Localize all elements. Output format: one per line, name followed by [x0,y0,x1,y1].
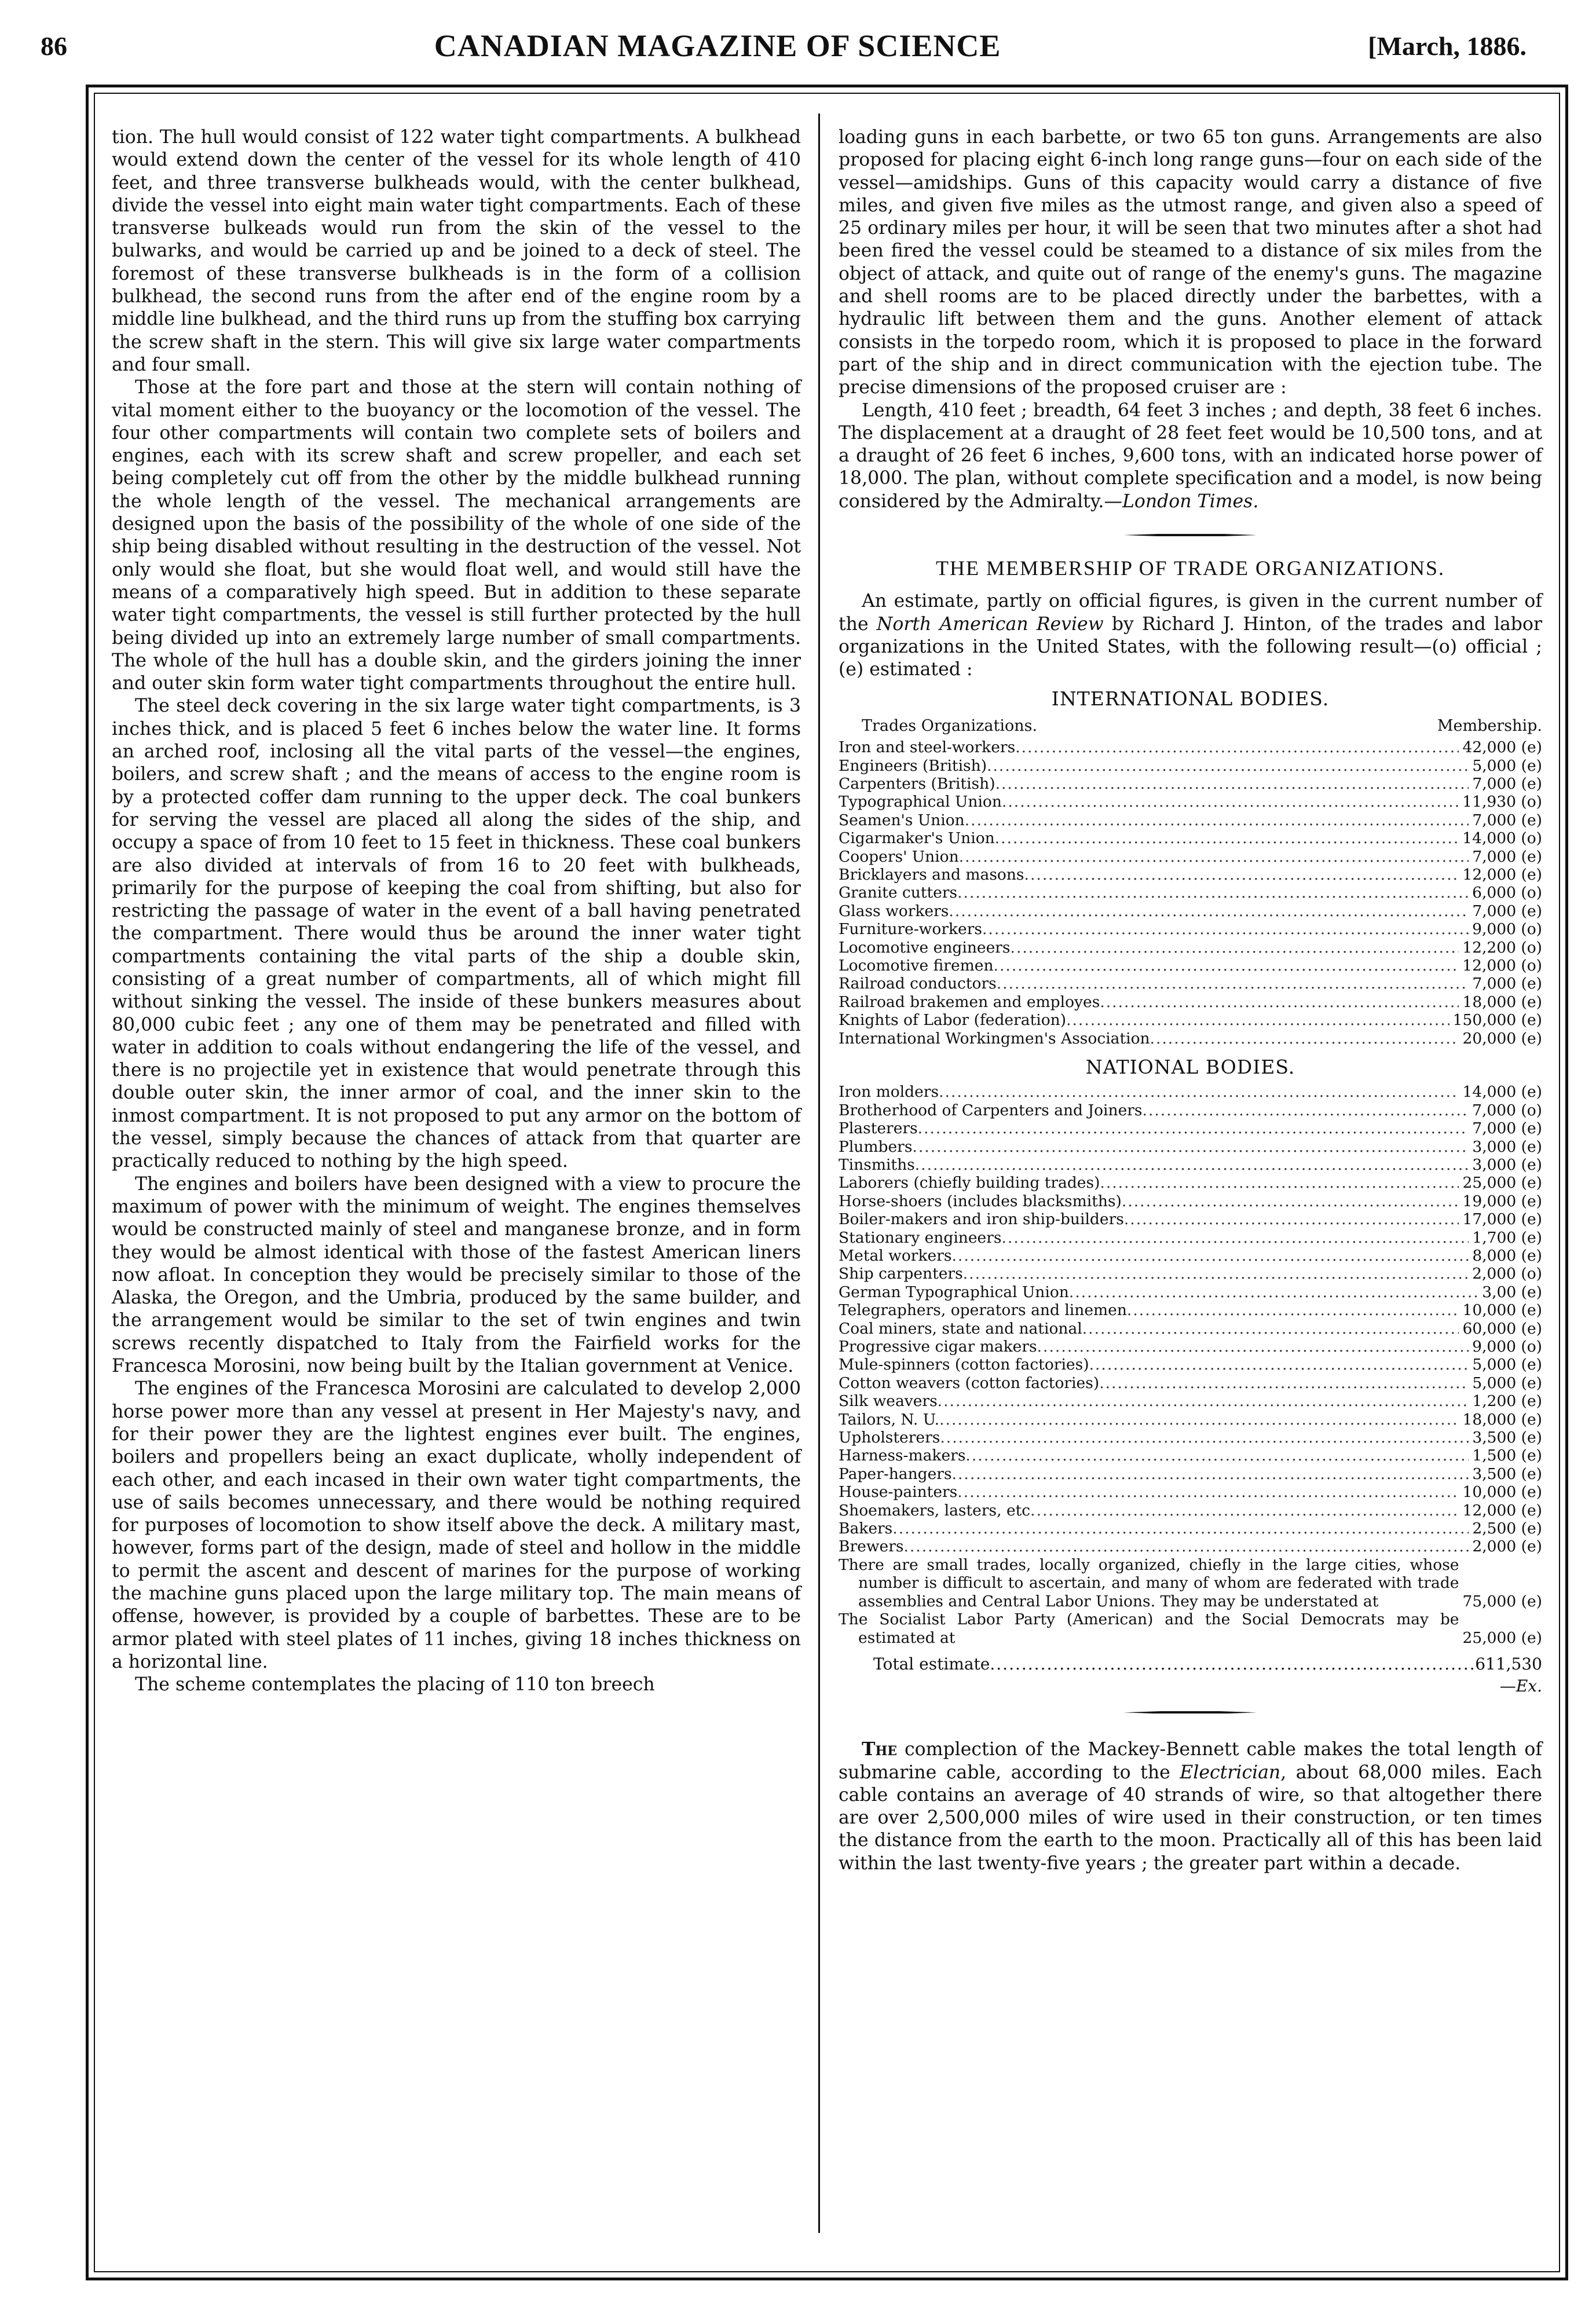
organization-name: Silk weavers [839,1392,938,1411]
membership-value: 17,000 (e) [1462,1210,1542,1229]
organization-name: Engineers (British) [839,756,987,775]
leader-dots [1089,1356,1469,1374]
table-row [839,1392,1542,1410]
leader-dots [940,1429,1469,1447]
table-row [839,884,1542,902]
organization-name: Glass workers [839,902,949,920]
note-small-trades [839,1556,1542,1610]
leader-dots [1024,866,1459,884]
table-row [839,1210,1542,1228]
paragraph: The scheme contemplates the placing of 110 ton breech [135,1674,655,1696]
membership-value: 12,000 (e) [1462,1501,1542,1520]
organization-name: Stationary engineers [839,1228,1002,1247]
membership-value: 18,000 (e) [1462,993,1542,1011]
table-row [839,1537,1542,1555]
table-row [839,957,1542,975]
table-row [839,1483,1542,1501]
leader-dots [915,1156,1469,1174]
right-column [839,126,1542,1875]
table-row [839,1156,1542,1174]
cable-italic: Electrician [1180,1762,1281,1783]
page-number: 86 [41,31,67,61]
organization-name: House-painters [839,1483,958,1502]
table-row [839,1247,1542,1265]
dimensions-text: Length, 410 feet ; breadth, 64 feet 3 inches ; and depth, 38 feet 6 inches. The displacement at a draught of 28 feet feet would be 10,500 tons, and at a draught of 26 feet 6 inches, 9,600 tons, with an indicated horse power of 18,000. The plan, without complete specification and a model, is now being considered by the Admiralty. [839,400,1542,512]
membership-value: 25,000 (e) [1462,1174,1542,1192]
leader-dots [918,1119,1469,1137]
membership-value: 7,000 (e) [1472,811,1542,829]
leader-dots [995,775,1469,793]
membership-value: 5,000 (e) [1472,1374,1542,1392]
membership-value: 7,000 (e) [1472,774,1542,793]
leader-dots [1100,993,1459,1011]
organization-name: Furniture-workers [839,920,982,939]
membership-value: 12,000 (e) [1462,865,1542,884]
membership-value: 9,000 (o) [1472,920,1542,939]
leader-dots [938,1392,1469,1410]
membership-value: 10,000 (e) [1462,1483,1542,1502]
organization-name: Bricklayers and masons [839,865,1024,884]
international-table [839,738,1542,1048]
leader-dots [912,1138,1469,1156]
international-title: INTERNATIONAL BODIES. [1051,687,1330,710]
organization-name: Railroad brakemen and employes [839,993,1100,1011]
leader-dots [1011,939,1459,957]
organization-name: Plasterers [839,1119,918,1138]
section-title: THE MEMBERSHIP OF TRADE ORGANIZATIONS. [935,556,1445,580]
leader-dots [951,1247,1469,1265]
membership-value: 9,000 (o) [1472,1338,1542,1356]
membership-value: 3,500 (e) [1472,1429,1542,1447]
organization-name: German Typographical Union [839,1283,1069,1301]
leader-dots [952,1465,1469,1483]
membership-value: 11,930 (o) [1462,793,1542,811]
table-row [839,1374,1542,1392]
table-row [839,775,1542,793]
left-column [112,126,801,1696]
leader-dots [990,1654,1475,1675]
paragraph: Those at the fore part and those at the stern will contain nothing of vital moment either to the buoyancy or the locomotion of the vessel. The four other compartments will contain two complete sets of boilers and engines, each with its screw shaft and screw propeller, and each set being completely cut off from the other by the middle bulkhead running the whole length of the vessel. The mechanical arrangements are designed upon the basis of the possibility of the whole of one side of the ship being disabled without resulting in the destruction of the vessel. Not only would she float, but she would float well, and would still have the means of a comparatively high speed. But in addition to these separate water tight compartments, the vessel is still further protected by the hull being divided up into an extremely large number of small compartments. The whole of the hull has a double skin, and the girders joining the inner and outer skin form water tight compartments throughout the entire hull. [112,377,801,694]
organization-name: Plumbers [839,1137,913,1156]
organization-name: Coopers' Union [839,847,959,866]
leader-dots [1002,793,1459,811]
table-row [839,939,1542,957]
membership-value: 42,000 (e) [1462,738,1542,757]
organization-name: Carpenters (British) [839,774,995,793]
membership-value: 14,000 (o) [1462,829,1542,848]
organization-name: Coal miners, state and national [839,1319,1082,1338]
cable-text: complection of the Mackey-Bennett cable makes the total length of submarine cable, according to the [839,1739,1542,1783]
table-row [839,993,1542,1011]
note-text: There are small trades, locally organized, chiefly in the large cities, whose number is difficult to ascertain, and many of whom are federated with trade assemblies and Central Labor Unions. They may be understated at [839,1555,1459,1610]
cable-text-end: , about 68,000 miles. Each cable contains an average of 40 strands of wire, so that altogether there are over 2,500,000 miles of wire used in their construction, or ten times the distance from the earth to the moon. Practically all of this has been laid within the last twenty-five years ; the greater part within a decade. [839,1762,1542,1874]
membership-value: 3,000 (e) [1472,1155,1542,1174]
leader-dots [1002,1229,1469,1247]
organization-name: Locomotive firemen [839,957,994,975]
table-row [839,1338,1542,1356]
paragraph [839,400,1542,513]
running-header [41,25,1527,66]
membership-value: 2,000 (e) [1472,1537,1542,1556]
paragraph: tion. The hull would consist of 122 water tight compartments. A bulkhead would extend down the center of the vessel for its whole length of 410 feet, and three transverse bulkheads would, with the center bulkhead, divide the vessel into eight main water tight compartments. Each of these transverse bulkeads would run from the skin of the vessel to the bulwarks, and would be carried up and be joined to a deck of steel. The foremost of these transverse bulkheads is in the form of a collision bulkhead, the second runs from the after end of the engine room by a middle line bulkhead, and the third runs up from the stuffing box carrying the screw shaft in the stern. This will give six large water compartments and four small. [112,127,801,375]
total-row [839,1654,1542,1675]
source-signature: —London Times. [1104,490,1259,512]
table-row [839,1101,1542,1119]
leader-dots [1100,1174,1459,1192]
paragraph: The engines and boilers have been designed with a view to procure the maximum of power with the minimum of weight. The engines themselves would be constructed mainly of steel and manganese bronze, and in form they would be almost identical with those of the fastest American liners now afloat. In conception they would be precisely similar to those of the Alaska, the Oregon, and the Umbria, produced by the same builder, and the arrangement would be similar to the set of twin engines and twin screws recently dispatched to Italy from the Fairfield works for the Francesca Morosini, now being built by the Italian government at Venice. [112,1173,801,1377]
organization-name: Metal workers [839,1246,952,1265]
table-row [839,1119,1542,1137]
table-row [839,1138,1542,1156]
table-row [839,1447,1542,1464]
membership-intro [839,590,1542,681]
membership-value: 1,500 (e) [1472,1447,1542,1465]
leader-dots [965,1447,1469,1464]
table-header [839,715,1542,737]
membership-value: 8,000 (e) [1472,1246,1542,1265]
note-value: 75,000 (e) [1462,1592,1542,1610]
membership-value: 7,000 (e) [1472,975,1542,993]
leader-dots [997,975,1469,993]
leader-dots [963,1265,1469,1283]
organization-name: Railroad conductors [839,975,997,993]
table-row [839,1011,1542,1029]
table-row [839,811,1542,829]
table-row [839,848,1542,866]
leader-dots [1037,1338,1469,1356]
total-value: 611,530 [1475,1654,1542,1674]
cable-paragraph [839,1738,1542,1875]
table-row [839,1429,1542,1447]
table-row [839,1174,1542,1192]
intro-text: An estimate, partly on official figures, is given in the current number of the [839,591,1542,635]
table-row [839,1411,1542,1429]
issue-date: [March, 1886. [1368,31,1527,61]
table-row [839,1465,1542,1483]
intro-text-end: by Richard J. Hinton, of the trades and labor organizations in the United States, with the following result—(o) official ; (e) estimated : [839,613,1542,680]
membership-value: 5,000 (e) [1472,756,1542,775]
membership-value: 60,000 (e) [1462,1319,1542,1338]
table-row [839,1356,1542,1374]
organization-name: International Workingmen's Association [839,1029,1150,1048]
table-row [839,866,1542,884]
note-text: The Socialist Labor Party (American) and the Social Democrats may be estimated at [839,1610,1459,1647]
national-title: NATIONAL BODIES. [1085,1056,1295,1079]
organization-name: Brotherhood of Carpenters and Joiners [839,1101,1143,1119]
leader-dots [892,1520,1469,1537]
organization-name: Cigarmaker's Union [839,829,995,848]
column-header-org: Trades Organizations. [862,716,1038,735]
table-row [839,793,1542,811]
section-ornament [839,533,1542,537]
leader-dots [1150,1030,1459,1048]
table-row [839,738,1542,756]
membership-value: 3,500 (e) [1472,1464,1542,1483]
table-row [839,1030,1542,1048]
leader-dots [1066,1011,1449,1029]
organization-name: Laborers (chiefly building trades) [839,1174,1100,1192]
table-row [839,1192,1542,1210]
membership-value: 19,000 (e) [1462,1192,1542,1210]
organization-name: Granite cutters [839,884,958,902]
table-row [839,1520,1542,1537]
organization-name: Ship carpenters [839,1265,963,1283]
leader-dots [1015,738,1459,756]
leader-dots [965,811,1469,829]
note-value: 25,000 (e) [1462,1628,1542,1647]
membership-value: 150,000 (e) [1452,1011,1542,1030]
leader-dots [939,1411,1459,1429]
table-row [839,920,1542,938]
organization-name: Locomotive engineers [839,938,1011,957]
organization-name: Telegraphers, operators and linemen [839,1301,1127,1320]
organization-name: Seamen's Union [839,811,965,829]
organization-name: Cotton weavers (cotton factories) [839,1374,1100,1392]
membership-value: 5,000 (e) [1472,1356,1542,1374]
table-row [839,1229,1542,1247]
leader-dots [939,1083,1459,1101]
table-source: —Ex. [1499,1676,1542,1696]
table-row [839,975,1542,993]
organization-name: Knights of Labor (federation) [839,1011,1067,1030]
table-row [839,902,1542,920]
leader-dots [1030,1502,1459,1520]
national-table [839,1083,1542,1556]
table-row [839,1301,1542,1319]
column-divider [818,113,820,2233]
organization-name: Iron molders [839,1083,939,1101]
membership-value: 7,000 (e) [1472,847,1542,866]
table-row [839,757,1542,775]
membership-value: 3,000 (e) [1472,1137,1542,1156]
leader-dots [1082,1320,1459,1338]
intro-italic: North American Review [876,613,1104,635]
column-header-membership: Membership. [1437,716,1542,735]
organization-name: Brewers [839,1537,904,1556]
leader-dots [1143,1101,1469,1119]
note-socialist [839,1610,1542,1647]
organization-name: Tinsmiths [839,1155,915,1174]
organization-name: Iron and steel-workers [839,738,1016,757]
leader-dots [995,829,1459,847]
table-row [839,1083,1542,1101]
membership-value: 14,000 (e) [1462,1083,1542,1101]
paragraph: The steel deck covering in the six large water tight compartments, is 3 inches thick, and is placed 5 feet 6 inches below the water line. It forms an arched roof, inclosing all the vital parts of the vessel—the engines, boilers, and screw shaft ; and the means of access to the engine room is by a protected coffer dam running to the upper deck. The coal bunkers for serving the vessel are placed all along the sides of the ship, and occupy a space of from 10 feet to 15 feet in thickness. These coal bunkers are also divided at intervals of from 16 to 20 feet with bulkheads, primarily for the purpose of keeping the coal from shifting, but also for restricting the passage of water in the event of a ball having penetrated the compartment. There would thus be around the inner water tight compartments containing the vital parts of the ship a double skin, consisting of a great number of compartments, all of which might fill without sinking the vessel. The inside of these bunkers measures about 80,000 cubic feet ; any one of them may be penetrated and filled with water in addition to coals without endangering the life of the vessel, and there is no projectile yet in existence that would penetrate through this double outer skin, the inner armor of coal, and the inner skin to the inmost compartment. It is not proposed to put any armor on the bottom of the vessel, simply because the chances of attack from that quarter are practically reduced to nothing by the high speed. [112,695,801,1172]
membership-value: 10,000 (e) [1462,1301,1542,1320]
organization-name: Progressive cigar makers [839,1338,1037,1356]
membership-value: 2,500 (e) [1472,1520,1542,1538]
journal-title: CANADIAN MAGAZINE OF SCIENCE [434,28,1001,63]
table-row [839,829,1542,847]
organization-name: Bakers [839,1520,893,1538]
membership-value: 12,000 (o) [1462,957,1542,975]
paragraph: loading guns in each barbette, or two 65 ton guns. Arrangements are also proposed for placing eight 6-inch long range guns—four on each side of the vessel—amidships. Guns of this capacity would carry a distance of five miles, and given five miles as the utmost range, and given also a speed of 25 ordinary miles per hour, it will be seen that two minutes after a shot had been fired the vessel could be steamed to a distance of six miles from the object of attack, and quite out of range of the enemy's guns. The magazine and shell rooms are to be placed directly under the barbettes, with a hydraulic lift between them and the guns. Another element of attack consists in the torpedo room, which it is proposed to place in the forward part of the ship and in direct communication with the ejection tube. The precise dimensions of the proposed cruiser are : [839,127,1542,398]
leader-dots [957,884,1469,902]
organization-name: Paper-hangers [839,1464,952,1483]
membership-value: 2,000 (o) [1472,1265,1542,1283]
table-row [839,1265,1542,1283]
membership-value: 6,000 (o) [1472,884,1542,902]
leader-dots [1099,1374,1469,1392]
organization-name: Boiler-makers and iron ship-builders [839,1210,1124,1229]
leader-dots [949,902,1469,920]
paragraph: The engines of the Francesca Morosini are calculated to develop 2,000 horse power more than any vessel at present in Her Majesty's navy, and for their power they are the lightest engines ever built. The engines, boilers and propellers being an exact duplicate, wholly independent of each other, and each incased in their own water tight compartments, the use of sails becomes unnecessary, and there would be nothing required for purposes of locomotion to show itself above the deck. A military mast, however, forms part of the design, made of steel and hollow in the middle to permit the ascent and descent of marines for the purpose of working the machine guns placed upon the large military top. The main means of offense, however, is provided by a couple of barbettes. These are to be armor plated with steel plates of 11 inches, giving 18 inches thickness on a horizontal line. [112,1378,801,1672]
membership-value: 3,00 (e) [1482,1283,1542,1301]
leader-dots [959,848,1469,866]
lead-word: The [862,1738,897,1760]
organization-name: Mule-spinners (cotton factories) [839,1356,1089,1374]
leader-dots [987,757,1469,775]
organization-name: Harness-makers [839,1447,966,1465]
membership-value: 7,000 (e) [1472,1119,1542,1138]
membership-value: 7,000 (o) [1472,1101,1542,1119]
organization-name: Tailors, N. U. [839,1410,940,1429]
organization-name: Typographical Union [839,793,1002,811]
table-row [839,1283,1542,1301]
leader-dots [1122,1192,1459,1210]
membership-value: 20,000 (e) [1462,1029,1542,1048]
organization-name: Horse-shoers (includes blacksmiths) [839,1192,1122,1210]
membership-value: 1,200 (e) [1472,1392,1542,1411]
leader-dots [982,920,1469,938]
organization-name: Shoemakers, lasters, etc [839,1501,1031,1520]
membership-value: 7,000 (e) [1472,902,1542,920]
section-ornament [839,1710,1542,1715]
leader-dots [1127,1301,1459,1319]
membership-value: 12,200 (o) [1462,938,1542,957]
table-row [839,1320,1542,1338]
leader-dots [903,1537,1469,1555]
organization-name: Upholsterers [839,1429,940,1447]
leader-dots [994,957,1459,975]
total-label: Total estimate [873,1654,990,1674]
table-row [839,1502,1542,1520]
membership-value: 1,700 (e) [1472,1228,1542,1247]
membership-value: 18,000 (e) [1462,1410,1542,1429]
leader-dots [1124,1210,1459,1228]
leader-dots [1069,1283,1478,1301]
leader-dots [957,1483,1459,1501]
